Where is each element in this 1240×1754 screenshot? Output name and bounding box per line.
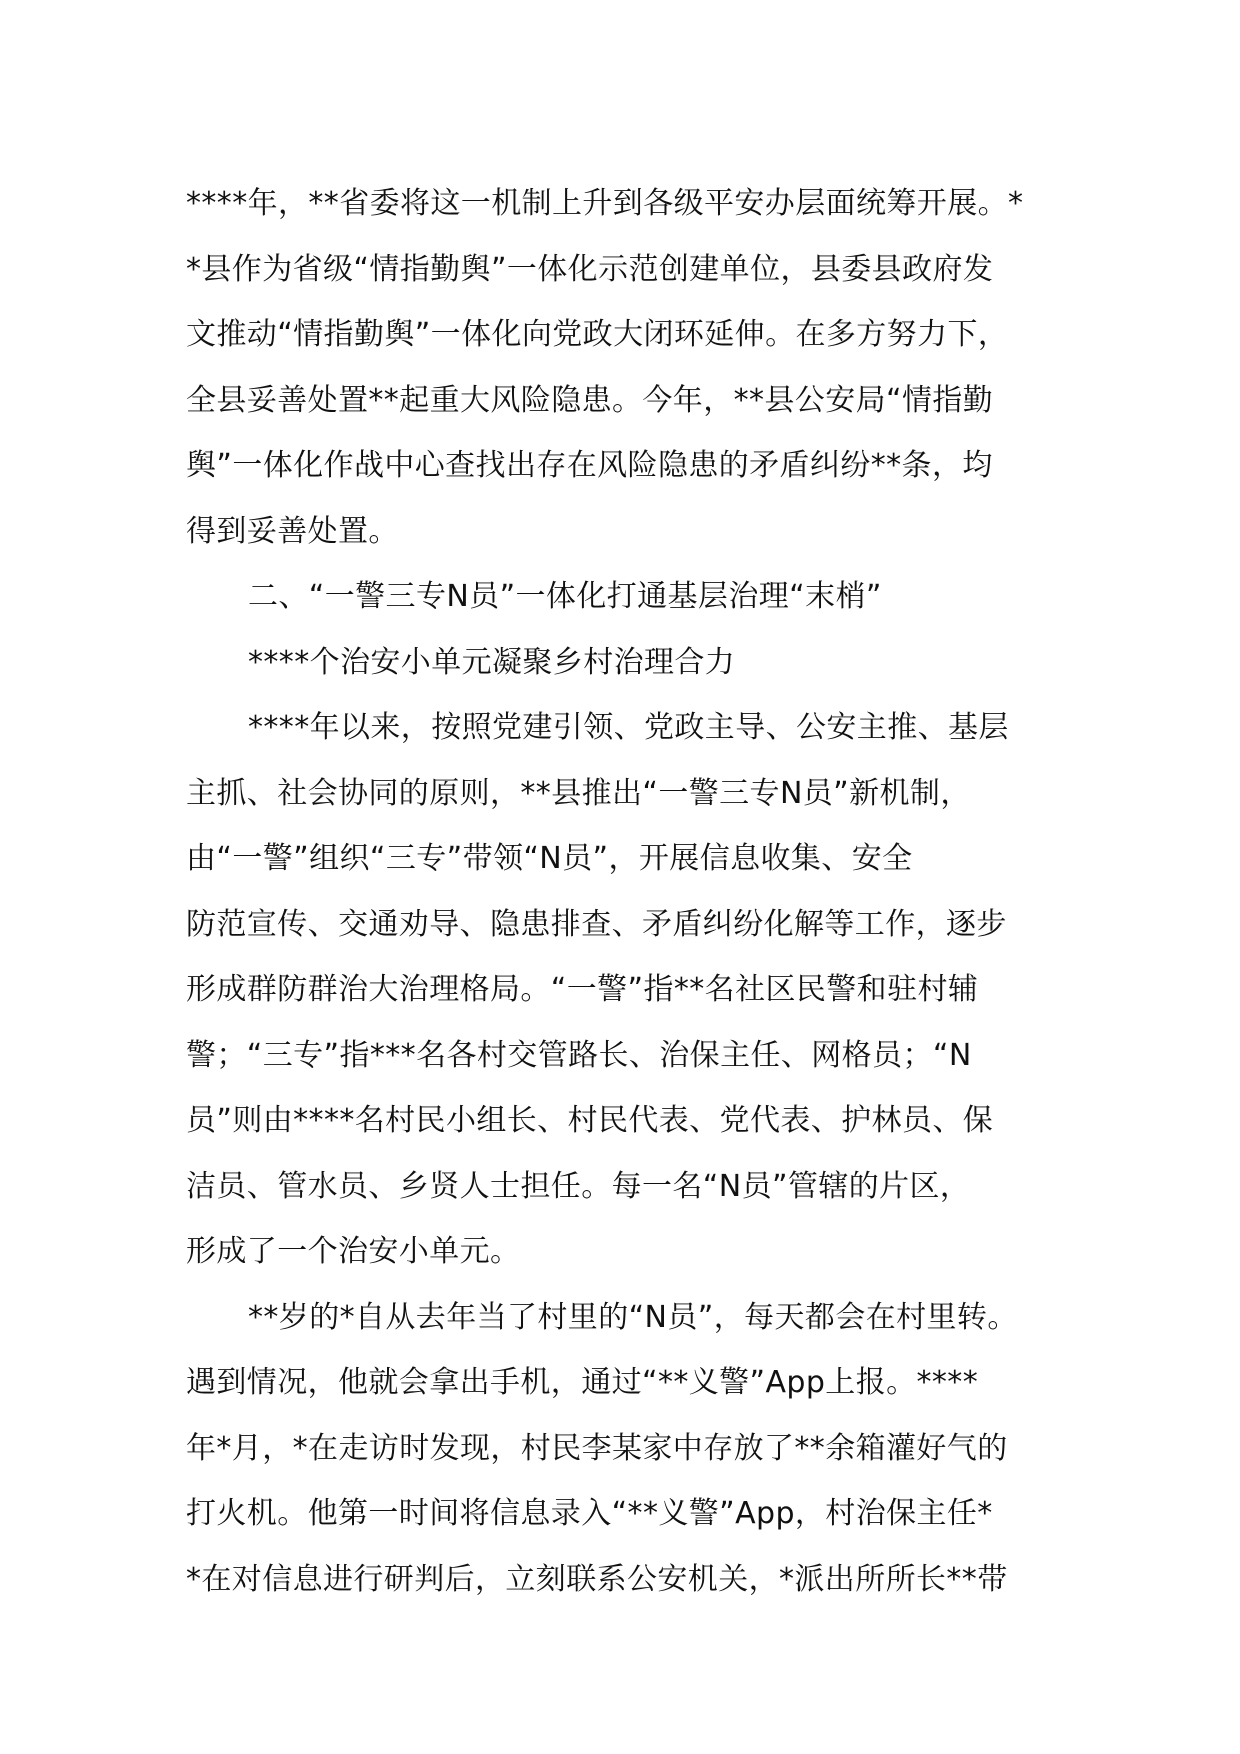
text-line: 舆”一体化作战中心查找出存在风险隐患的矛盾纠纷**条，均 bbox=[186, 448, 993, 483]
text-line: *县作为省级“情指勤舆”一体化示范创建单位，县委县政府发 bbox=[186, 251, 994, 287]
text-line: 由“一警”组织“三专”带领“N员”，开展信息收集、安全 bbox=[186, 841, 913, 876]
section-heading: 二、“一警三专N员”一体化打通基层治理“末梢” bbox=[248, 579, 882, 614]
text-line: 遇到情况，他就会拿出手机，通过“**义警”App上报。**** bbox=[186, 1365, 979, 1400]
text-line: 得到妥善处置。 bbox=[186, 513, 399, 549]
text-line: 洁员、管水员、乡贤人士担任。每一名“N员”管辖的片区， bbox=[186, 1168, 971, 1204]
text-line: 主抓、社会协同的原则，**县推出“一警三专N员”新机制， bbox=[186, 775, 971, 811]
text-line: 员”则由****名村民小组长、村民代表、党代表、护林员、保 bbox=[186, 1103, 994, 1138]
text-line: 全县妥善处置**起重大风险隐患。今年，**县公安局“情指勤 bbox=[186, 382, 994, 418]
text-line: *在对信息进行研判后，立刻联系公安机关，*派出所所长**带 bbox=[186, 1561, 1008, 1597]
text-line: 形成了一个治安小单元。 bbox=[186, 1234, 521, 1269]
text-line: **岁的*自从去年当了村里的“N员”，每天都会在村里转。 bbox=[248, 1299, 1018, 1335]
body-text bbox=[186, 171, 1086, 1612]
text-line: ****年，**省委将这一机制上升到各级平安办层面统筹开展。* bbox=[186, 186, 1024, 221]
text-line: 形成群防群治大治理格局。“一警”指**名社区民警和驻村辅 bbox=[186, 972, 979, 1007]
text-line: 打火机。他第一时间将信息录入“**义警”App，村治保主任* bbox=[186, 1496, 993, 1531]
text-line: 文推动“情指勤舆”一体化向党政大闭环延伸。在多方努力下， bbox=[186, 317, 1009, 352]
text-line: 防范宣传、交通劝导、隐患排查、矛盾纠纷化解等工作，逐步 bbox=[186, 906, 1007, 942]
text-line: ****年以来，按照党建引领、党政主导、公安主推、基层 bbox=[248, 710, 1009, 745]
text-line: 年*月，*在走访时发现，村民李某家中存放了**余箱灌好气的 bbox=[186, 1430, 1008, 1466]
subsection-heading: ****个治安小单元凝聚乡村治理合力 bbox=[248, 644, 736, 680]
text-line: 警；“三专”指***名各村交管路长、治保主任、网格员；“N bbox=[186, 1037, 972, 1073]
